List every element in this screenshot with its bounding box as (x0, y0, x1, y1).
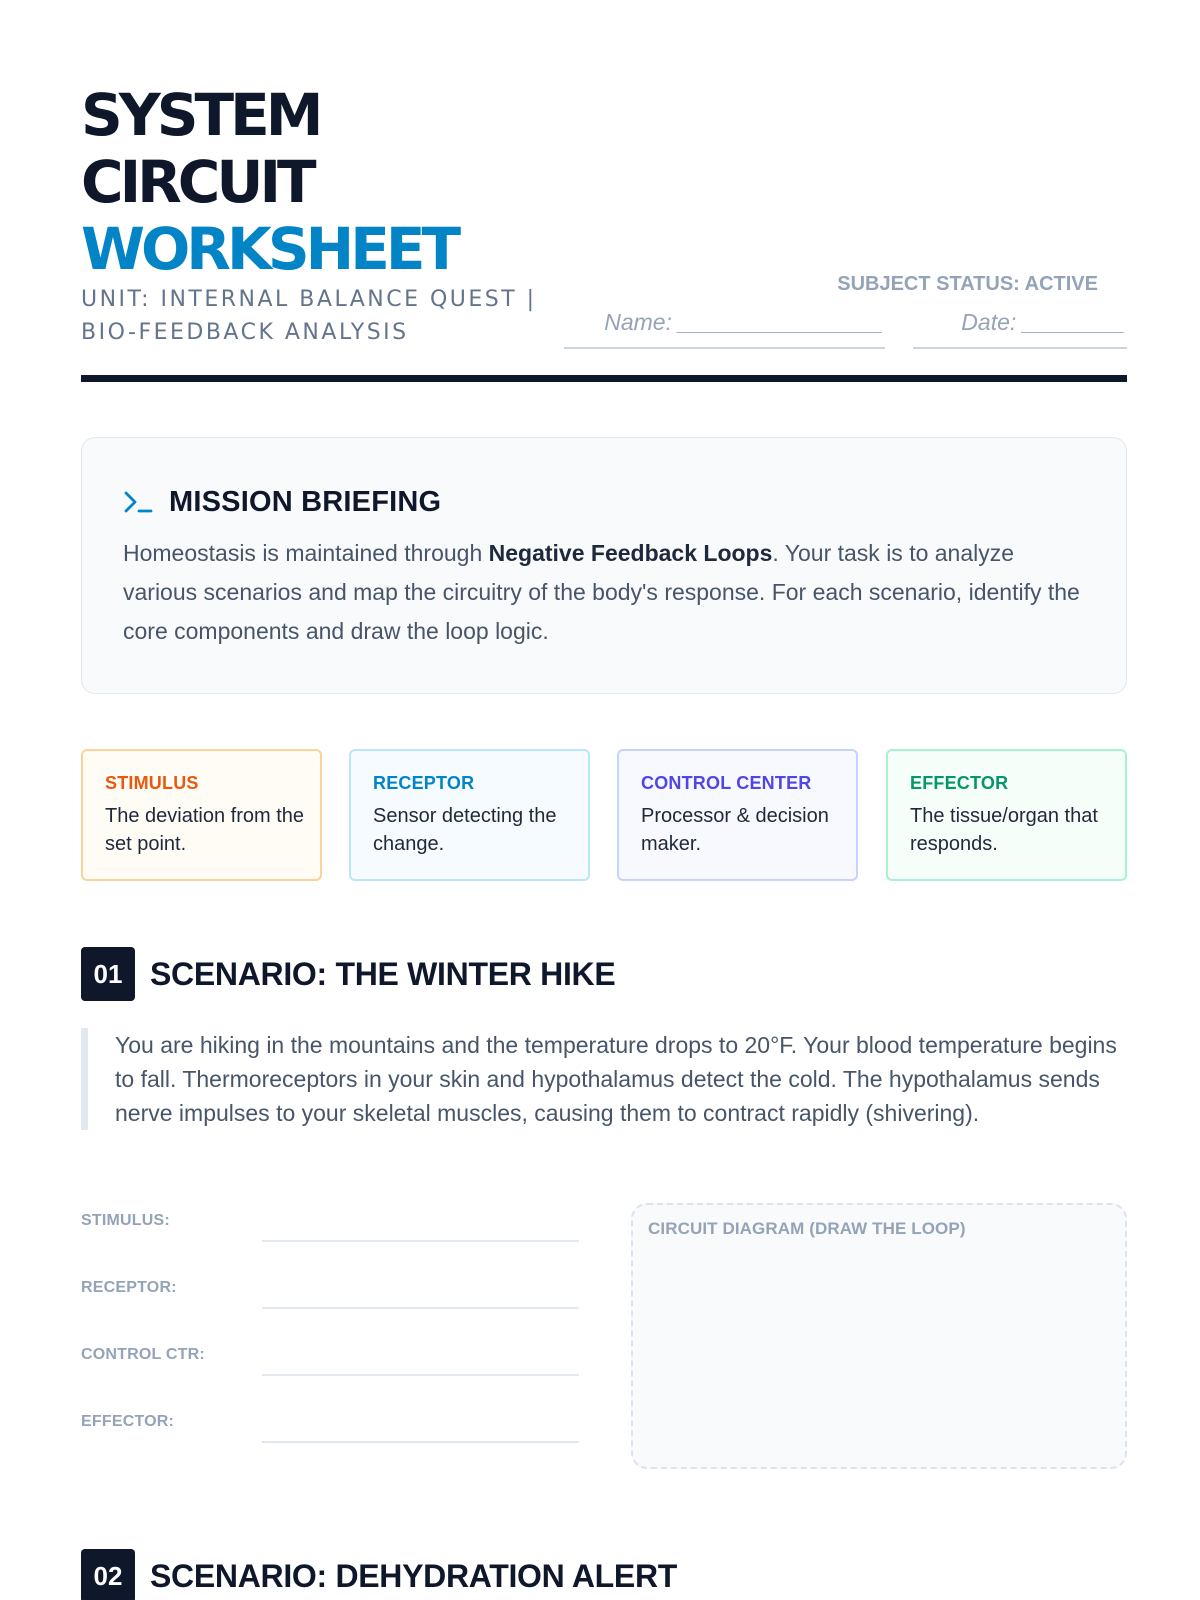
terminal-prompt-icon (123, 489, 153, 515)
answer-row-control-center (81, 1336, 579, 1376)
worksheet-title (81, 82, 457, 283)
briefing-text (123, 534, 1083, 651)
answer-label: EFFECTOR: (81, 1413, 175, 1430)
answer-line-input[interactable] (262, 1240, 579, 1242)
title-line-system: SYSTEM (81, 81, 320, 149)
circuit-diagram-box[interactable] (631, 1203, 1127, 1469)
answer-label: STIMULUS: (81, 1212, 170, 1229)
answer-row-stimulus (81, 1202, 579, 1242)
answer-label: CONTROL CTR: (81, 1346, 205, 1363)
briefing-header (123, 482, 1086, 522)
title-line-circuit: CIRCUIT (81, 148, 313, 216)
legend-card-title: CONTROL CENTER (641, 773, 812, 793)
scenario-title: SCENARIO: DEHYDRATION ALERT (150, 1557, 678, 1594)
component-legend (81, 749, 1127, 881)
mission-briefing-panel (81, 437, 1127, 694)
briefing-text-intro: Homeostasis is maintained through (123, 540, 489, 566)
legend-card-title: EFFECTOR (910, 773, 1009, 793)
subtitle-line-analysis: BIO-FEEDBACK ANALYSIS (81, 320, 409, 345)
scenario-number-badge: 01 (81, 947, 135, 1001)
legend-card-effector (886, 749, 1127, 881)
answer-line-input[interactable] (262, 1307, 579, 1309)
legend-card-desc: Processor & decision maker. (641, 805, 829, 855)
legend-card-desc: The tissue/organ that responds. (910, 805, 1098, 855)
scenario-title: SCENARIO: THE WINTER HIKE (150, 955, 616, 992)
header-divider (81, 375, 1127, 382)
briefing-text-body: . Your task is to analyze various scenarios and map the circuitry of the body's response. For each scenario, identify the core components and draw the loop logic. (123, 540, 1080, 644)
scenario-header (81, 947, 615, 1001)
legend-card-title: STIMULUS (105, 773, 199, 793)
diagram-label: CIRCUIT DIAGRAM (DRAW THE LOOP) (648, 1219, 966, 1238)
unit-subtitle (81, 283, 581, 349)
legend-card-receptor (349, 749, 590, 881)
legend-card-desc: The deviation from the set point. (105, 805, 304, 855)
answer-row-effector (81, 1403, 579, 1443)
answer-label: RECEPTOR: (81, 1279, 177, 1296)
date-field[interactable]: Date: ________ (913, 307, 1127, 349)
answer-line-input[interactable] (262, 1374, 579, 1376)
legend-card-stimulus (81, 749, 322, 881)
name-field[interactable]: Name: ________________ (564, 307, 885, 349)
scenario-header (81, 1549, 677, 1600)
briefing-title: MISSION BRIEFING (169, 485, 442, 518)
scenario-description: You are hiking in the mountains and the temperature drops to 20°F. Your blood temperature begins to fall. Thermoreceptors in your skin and hypothalamus detect the cold. The hypothalamus sends nerve impulses to your skeletal muscles, causing them to contract rapidly (shivering). (81, 1028, 1127, 1130)
scenario-number-badge: 02 (81, 1549, 135, 1600)
title-line-worksheet: WORKSHEET (81, 215, 458, 283)
subtitle-line-unit: UNIT: INTERNAL BALANCE QUEST | (81, 287, 537, 312)
answer-row-receptor (81, 1269, 579, 1309)
briefing-keyword: Negative Feedback Loops (488, 540, 773, 566)
legend-card-desc: Sensor detecting the change. (373, 805, 557, 855)
legend-card-title: RECEPTOR (373, 773, 475, 793)
legend-card-control-center (617, 749, 858, 881)
subject-status: SUBJECT STATUS: ACTIVE (837, 273, 1098, 295)
answer-line-input[interactable] (262, 1441, 579, 1443)
